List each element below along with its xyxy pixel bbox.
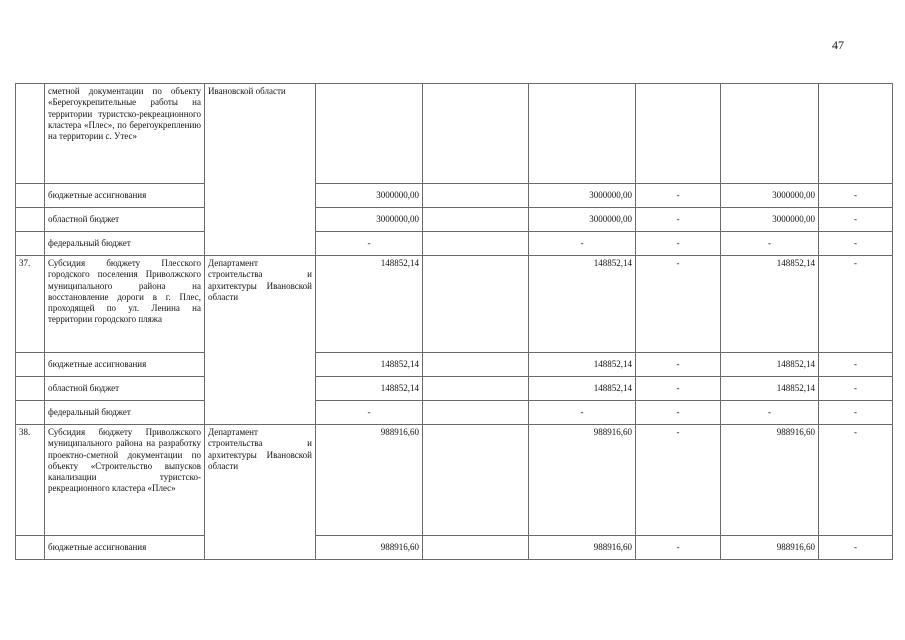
table-row [16, 208, 893, 232]
cell-col2 [423, 256, 529, 353]
row-department: Департамент строительства и архитектуры Ивановской области [205, 425, 316, 560]
cell-col5: 988916,60 [721, 425, 819, 536]
cell-col4: - [636, 353, 721, 377]
cell-col3: 148852,14 [529, 377, 636, 401]
row-description: бюджетные ассигнования [45, 184, 205, 208]
cell-col4: - [636, 256, 721, 353]
cell-col6: - [819, 256, 893, 353]
cell-col5: 148852,14 [721, 353, 819, 377]
cell-col3: 988916,60 [529, 425, 636, 536]
cell-col4: - [636, 401, 721, 425]
table-row [16, 536, 893, 560]
row-index: 38. [16, 425, 45, 536]
cell-col2 [423, 184, 529, 208]
cell-col3: 3000000,00 [529, 184, 636, 208]
cell-col3: - [529, 401, 636, 425]
row-index [16, 377, 45, 401]
budget-table [15, 83, 893, 560]
cell-col2 [423, 377, 529, 401]
cell-col6: - [819, 401, 893, 425]
row-index [16, 184, 45, 208]
cell-total: 148852,14 [316, 353, 423, 377]
cell-col6: - [819, 425, 893, 536]
cell-col4: - [636, 232, 721, 256]
cell-col6: - [819, 232, 893, 256]
cell-col3: 148852,14 [529, 256, 636, 353]
row-description: бюджетные ассигнования [45, 536, 205, 560]
cell-col5: - [721, 232, 819, 256]
table-row [16, 84, 893, 184]
cell-col5: 148852,14 [721, 377, 819, 401]
cell-col2 [423, 536, 529, 560]
cell-col2 [423, 353, 529, 377]
cell-col5: 148852,14 [721, 256, 819, 353]
cell-col2 [423, 208, 529, 232]
cell-col6: - [819, 536, 893, 560]
cell-col3: 3000000,00 [529, 208, 636, 232]
row-description: областной бюджет [45, 377, 205, 401]
cell-total: 988916,60 [316, 425, 423, 536]
cell-col6: - [819, 208, 893, 232]
cell-col5: 3000000,00 [721, 208, 819, 232]
cell-total: 988916,60 [316, 536, 423, 560]
row-description: областной бюджет [45, 208, 205, 232]
row-index [16, 353, 45, 377]
table-row [16, 353, 893, 377]
table-row [16, 425, 893, 536]
row-description: Субсидия бюджету Приволжского муниципального района на разработку проектно-сметной документации по объекту «Строительство выпусков канализации туристско-рекреационного кластера «Плес» [45, 425, 205, 536]
cell-col2 [423, 425, 529, 536]
cell-col5: - [721, 401, 819, 425]
cell-col4: - [636, 184, 721, 208]
cell-col5 [721, 84, 819, 184]
row-department: Департамент строительства и архитектуры Ивановской области [205, 256, 316, 425]
cell-col6: - [819, 353, 893, 377]
table-row [16, 256, 893, 353]
cell-col2 [423, 401, 529, 425]
cell-col5: 988916,60 [721, 536, 819, 560]
cell-total [316, 84, 423, 184]
cell-col4: - [636, 425, 721, 536]
row-department: Ивановской области [205, 84, 316, 256]
cell-col4: - [636, 536, 721, 560]
page-number: 47 [832, 38, 844, 52]
row-index: 37. [16, 256, 45, 353]
cell-total: - [316, 232, 423, 256]
cell-total: 3000000,00 [316, 184, 423, 208]
cell-col3: 988916,60 [529, 536, 636, 560]
row-index [16, 84, 45, 184]
table-row [16, 377, 893, 401]
row-index [16, 536, 45, 560]
cell-col6: - [819, 377, 893, 401]
row-description: федеральный бюджет [45, 232, 205, 256]
cell-col6 [819, 84, 893, 184]
table-row [16, 232, 893, 256]
cell-total: 148852,14 [316, 377, 423, 401]
row-description: федеральный бюджет [45, 401, 205, 425]
cell-col3: 148852,14 [529, 353, 636, 377]
row-description: бюджетные ассигнования [45, 353, 205, 377]
cell-col4: - [636, 208, 721, 232]
row-description: сметной документации по объекту «Берегоукрепительные работы на территории туристско-рекреационного кластера «Плес», по берегоукреплению на территории с. Утес» [45, 84, 205, 184]
cell-col4: - [636, 377, 721, 401]
row-index [16, 401, 45, 425]
cell-col3: - [529, 232, 636, 256]
cell-total: 148852,14 [316, 256, 423, 353]
table-row [16, 401, 893, 425]
cell-col2 [423, 84, 529, 184]
row-description: Субсидия бюджету Плесского городского поселения Приволжского муниципального района на восстановление дороги в г. Плес, проходящей по ул. Ленина на территории городского пляжа [45, 256, 205, 353]
cell-col6: - [819, 184, 893, 208]
cell-total: 3000000,00 [316, 208, 423, 232]
row-index [16, 232, 45, 256]
row-index [16, 208, 45, 232]
cell-col3 [529, 84, 636, 184]
table-row [16, 184, 893, 208]
cell-col2 [423, 232, 529, 256]
cell-col5: 3000000,00 [721, 184, 819, 208]
cell-total: - [316, 401, 423, 425]
cell-col4 [636, 84, 721, 184]
